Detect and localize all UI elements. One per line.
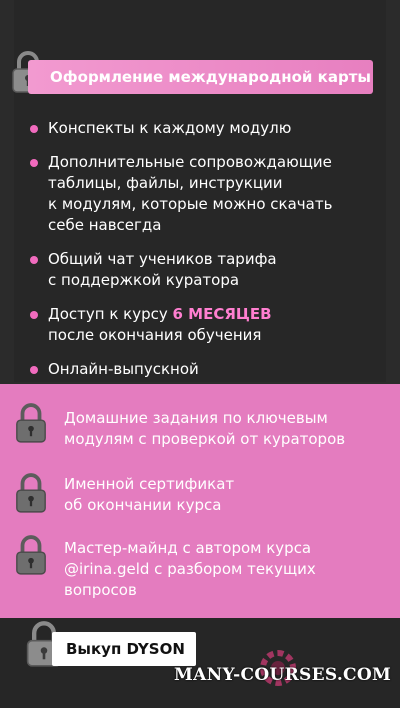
bonus-item (64, 474, 384, 516)
bonus-item-text: Домашние задания по ключевым (64, 409, 328, 427)
feature-list (30, 118, 370, 393)
bonus-item-text: вопросов (64, 581, 137, 599)
list-item-text: к модулям, которые можно скачать (48, 195, 333, 213)
list-item-text: таблицы, файлы, инструкции (48, 174, 283, 192)
access-duration-highlight: 6 МЕСЯЦЕВ (172, 305, 272, 323)
bonus-item-text: Именной сертификат (64, 475, 235, 493)
bonus-item (64, 408, 384, 450)
bonus-item-text: модулям с проверкой от кураторов (64, 430, 346, 448)
list-item-text: Онлайн-выпускной (48, 360, 199, 378)
padlock-icon (14, 402, 48, 444)
list-item (30, 118, 370, 139)
list-item-text: после окончания обучения (48, 326, 262, 344)
list-item (30, 249, 370, 291)
padlock-icon (14, 534, 48, 576)
bonus-item (64, 538, 384, 601)
list-item (30, 359, 370, 380)
header-title: Оформление международной карты (50, 68, 371, 86)
list-item-text: Общий чат учеников тарифа (48, 250, 277, 268)
bonus-item-text: Мастер-майнд с автором курса (64, 539, 312, 557)
list-item-text: Конспекты к каждому модулю (48, 119, 292, 137)
list-item-text: с поддержкой куратора (48, 271, 240, 289)
bonus-item-text: @irina.geld с разбором текущих (64, 560, 316, 578)
padlock-icon (14, 472, 48, 514)
header-pill (28, 60, 373, 94)
list-item-text: Доступ к курсу (48, 305, 173, 323)
list-item (30, 304, 370, 346)
list-item-text: Дополнительные сопровождающие (48, 153, 332, 171)
dyson-badge (52, 632, 196, 666)
list-item (30, 152, 370, 236)
list-item-text: себе навсегда (48, 216, 162, 234)
watermark-text: MANY-COURSES.COM (174, 665, 392, 685)
dyson-badge-label: Выкуп DYSON (66, 640, 185, 658)
bonus-item-text: об окончании курса (64, 496, 222, 514)
